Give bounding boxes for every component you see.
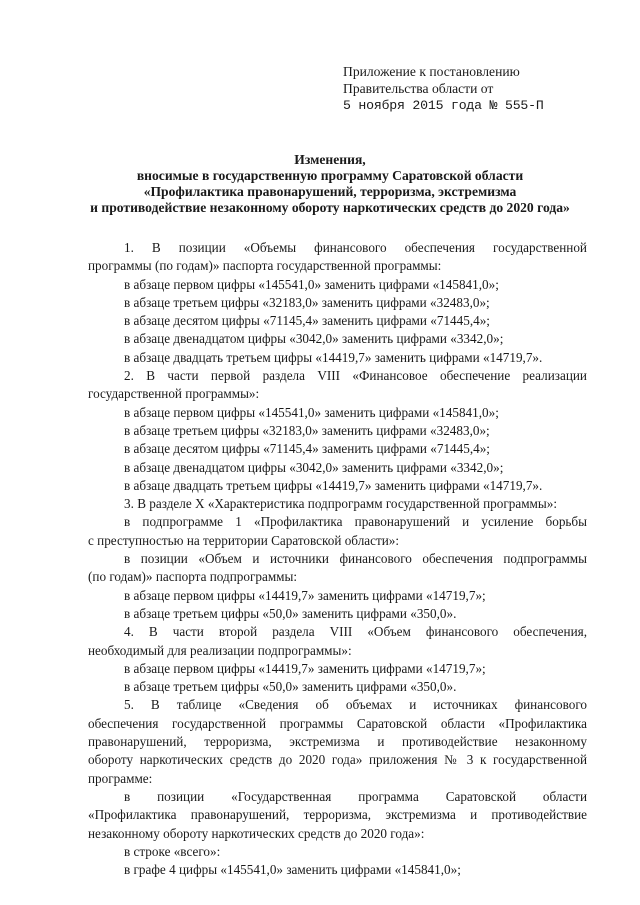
text-line: в абзаце первом цифры «14419,7» заменить цифрами «14719,7»; — [124, 660, 486, 676]
text-line: в абзаце третьем цифры «32183,0» заменить цифрами «32483,0»; — [124, 422, 490, 438]
text-line: программе: — [88, 770, 153, 786]
appendix-header — [343, 63, 544, 114]
document-body — [88, 239, 587, 879]
text-line: в позиции «Государственная программа Саратовской области — [124, 788, 587, 804]
text-line: в абзаце десятом цифры «71145,4» заменить цифрами «71445,4»; — [124, 313, 490, 329]
text-line: программы (по годам)» паспорта государственной программы: — [88, 258, 442, 274]
text-line: в абзаце двадцать третьем цифры «14419,7» заменить цифрами «14719,7». — [124, 477, 543, 493]
text-line: в графе 4 цифры «145541,0» заменить цифрами «145841,0»; — [124, 862, 461, 878]
text-line: «Профилактика правонарушений, терроризма, экстремизма и противодействие — [88, 807, 587, 823]
text-line: в абзаце десятом цифры «71145,4» заменить цифрами «71445,4»; — [124, 441, 490, 457]
text-line: правонарушений, терроризма, экстремизма и противодействие незаконному — [88, 734, 587, 750]
text-line: с преступностью на территории Саратовской области»: — [88, 532, 400, 548]
text-line: 5. В таблице «Сведения об объемах и источниках финансового — [124, 697, 587, 713]
text-line: государственной программы»: — [88, 386, 260, 402]
text-line: в строке «всего»: — [124, 843, 221, 859]
text-line: незаконному обороту наркотических средств до 2020 года»: — [88, 825, 425, 841]
text-line: в абзаце двадцать третьем цифры «14419,7» заменить цифрами «14719,7». — [124, 349, 543, 365]
text-line: в абзаце третьем цифры «50,0» заменить цифрами «350,0». — [124, 605, 457, 621]
text-line: необходимый для реализации подпрограммы»: — [88, 642, 352, 658]
text-line: обороту наркотических средств до 2020 года» приложения № 3 к государственной — [88, 752, 587, 768]
title-line-4: и противодействие незаконному обороту наркотических средств до 2020 года» — [90, 200, 570, 215]
text-line: 4. В части второй раздела VIII «Объем финансового обеспечения, — [124, 624, 587, 640]
text-line: в абзаце третьем цифры «32183,0» заменить цифрами «32483,0»; — [124, 294, 490, 310]
title-line-1: Изменения, — [294, 152, 366, 167]
text-line: 2. В части первой раздела VIII «Финансовое обеспечение реализации — [124, 368, 587, 384]
document-title — [60, 152, 600, 216]
title-line-3: «Профилактика правонарушений, терроризма, экстремизма — [143, 184, 517, 199]
title-line-2: вносимые в государственную программу Саратовской области — [136, 168, 524, 183]
text-line: 3. В разделе X «Характеристика подпрограмм государственной программы»: — [124, 496, 558, 512]
appendix-line-1: Приложение к постановлению — [343, 64, 520, 79]
appendix-date-number: 5 ноября 2015 года № 555-П — [343, 98, 544, 113]
text-line: в абзаце первом цифры «145541,0» заменить цифрами «145841,0»; — [124, 404, 499, 420]
text-line: обеспечения государственной программы Саратовской области «Профилактика — [88, 715, 587, 731]
text-line: в позиции «Объем и источники финансового обеспечения подпрограммы — [124, 551, 587, 567]
text-line: в абзаце первом цифры «14419,7» заменить цифрами «14719,7»; — [124, 587, 486, 603]
text-line: в абзаце первом цифры «145541,0» заменить цифрами «145841,0»; — [124, 276, 499, 292]
appendix-line-2: Правительства области от — [343, 81, 494, 96]
text-line: в абзаце двенадцатом цифры «3042,0» заменить цифрами «3342,0»; — [124, 331, 504, 347]
text-line: в абзаце третьем цифры «50,0» заменить цифрами «350,0». — [124, 679, 457, 695]
text-line: в абзаце двенадцатом цифры «3042,0» заменить цифрами «3342,0»; — [124, 459, 504, 475]
text-line: 1. В позиции «Объемы финансового обеспечения государственной — [124, 240, 587, 255]
text-line: (по годам)» паспорта подпрограммы: — [88, 569, 298, 585]
text-line: в подпрограмме 1 «Профилактика правонарушений и усиление борьбы — [124, 514, 587, 530]
